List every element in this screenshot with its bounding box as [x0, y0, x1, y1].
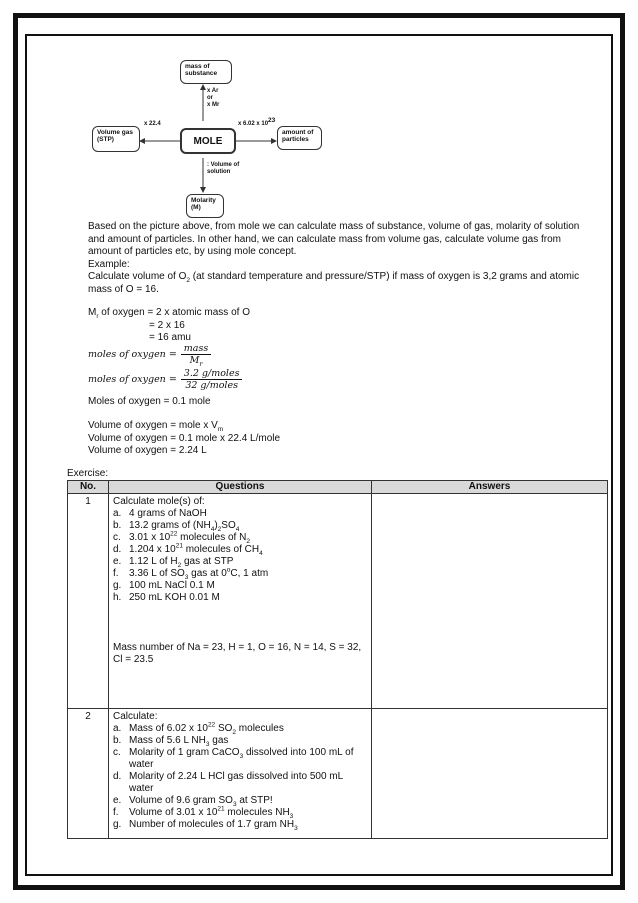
row-2-list [113, 723, 367, 831]
intro-paragraph [88, 221, 588, 296]
list-item: d. Molarity of 2.24 L HCl gas dissolved into 500 mL water [113, 771, 343, 794]
mr-line-3: = 16 amu [149, 332, 191, 343]
equation-1: moles of oxygen = $\frac{\text{mass}}{M_r}$ [88, 343, 388, 366]
example-question: Calculate volume of $O_2$ (at standard temperature and pressure/STP) if mass of oxygen is 3,2 grams and atomic mass of O = 16. [88, 271, 580, 295]
row-2-answer [372, 709, 608, 839]
volume-calculation [88, 420, 388, 458]
exercise-label: Exercise: [67, 468, 109, 479]
table-row [68, 709, 608, 839]
list-item: b. 13.2 grams of $(NH_4)_2SO_4$ [113, 520, 240, 533]
right-arrow-label: x 6.02 x $10^{23}$ [238, 117, 276, 127]
row-1-questions [109, 494, 372, 709]
list-item: a. Mass of 6.02 x $10^{22}$ $SO_2$ molecules [113, 721, 284, 736]
volume-line-1: Volume of oxygen = mole x $V_m$ [88, 420, 224, 433]
volume-line-3: Volume of oxygen = 2.24 L [88, 445, 207, 456]
row-2-title: Calculate: [113, 711, 158, 722]
list-item: g. 100 mL NaCl 0.1 M [113, 580, 215, 591]
mr-calculation [88, 307, 388, 345]
mole-concept-diagram [88, 58, 338, 218]
table-row [68, 494, 608, 709]
mass-of-substance-box: mass of substance [180, 60, 232, 84]
mole-box: MOLE [180, 128, 236, 154]
row-1-answer [372, 494, 608, 709]
up-arrow-label: x Ar or x Mr [207, 88, 220, 108]
list-item: e. Volume of 9.6 gram $SO_3$ at STP! [113, 795, 273, 808]
row-2-questions [109, 709, 372, 839]
header-answers: Answers [372, 481, 608, 494]
header-questions: Questions [109, 481, 372, 494]
list-item: c. 3.01 x $10^{22}$ molecules of $N_2$ [113, 530, 250, 545]
mr-line-1: $M_r$ of oxygen = 2 x atomic mass of O [88, 307, 250, 320]
volume-line-2: Volume of oxygen = 0.1 mole x 22.4 L/mole [88, 432, 281, 444]
table-header-row [68, 481, 608, 494]
list-item: f. 3.36 L of $SO_3$ gas at 0$^o$C, 1 atm [113, 566, 269, 581]
list-item: h. 250 mL KOH 0.01 M [113, 592, 220, 603]
row-1-title: Calculate mole(s) of: [113, 496, 205, 507]
volume-gas-box: Volume gas (STP) [92, 126, 140, 152]
down-arrow-label: : Volume of solution [207, 162, 240, 175]
list-item: e. 1.12 L of $H_2$ gas at STP [113, 556, 234, 569]
intro-text: Based on the picture above, from mole we can calculate mass of substance, volume of gas, molarity of solution and amount of particles. In other hand, we can calculate mass from volume gas, calculate volume gas from amount of particles etc, by using mole concept. [88, 221, 580, 257]
mr-line-2: = 2 x 16 [149, 319, 185, 331]
moles-result: Moles of oxygen = 0.1 mole [88, 396, 211, 407]
list-item: b. Mass of 5.6 L $NH_3$ gas [113, 735, 229, 748]
row-1-no: 1 [68, 494, 109, 709]
exercise-table [67, 480, 608, 839]
list-item: f. Volume of 3.01 x $10^{21}$ molecules $NH_3$ [113, 805, 294, 820]
left-arrow-label: x 22.4 [144, 121, 161, 127]
list-item: a. 4 grams of NaOH [113, 508, 207, 519]
list-item: d. 1.204 x $10^{21}$ molecules of $CH_4$ [113, 542, 263, 557]
equation-2: moles of oxygen = $\frac{\text{3.2 g/moles}}{\text{32 g/moles}}$ [88, 368, 388, 391]
list-item: g. Number of molecules of 1.7 gram $NH_3$ [113, 819, 298, 832]
header-no: No. [68, 481, 109, 494]
example-label: Example: [88, 258, 130, 270]
row-1-list [113, 508, 367, 604]
molarity-box: Molarity (M) [186, 194, 224, 218]
row-2-no: 2 [68, 709, 109, 839]
amount-of-particles-box: amount of particles [277, 126, 322, 150]
list-item: c. Molarity of 1 gram CaCO$_3$ dissolved into 100 mL of water [113, 747, 354, 770]
row-1-note: Mass number of Na = 23, H = 1, O = 16, N = 14, S = 32, Cl = 23.5 [113, 642, 362, 665]
